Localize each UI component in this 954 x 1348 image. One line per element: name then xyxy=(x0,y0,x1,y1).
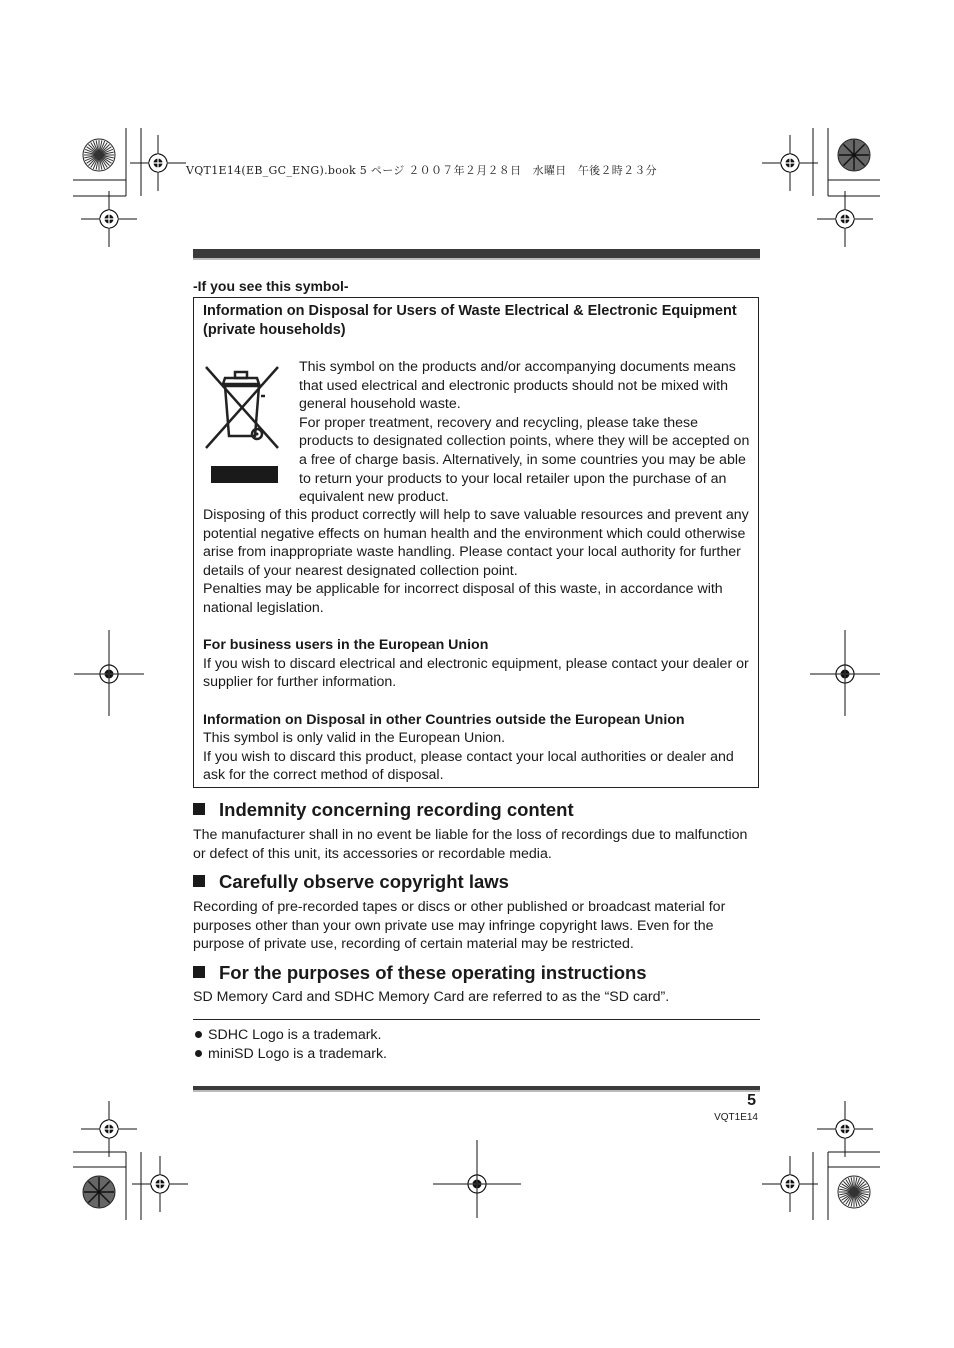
copyright-text: Recording of pre-recorded tapes or discs or other published or broadcast material for purposes other than your own private use may infringe copyright laws. Even for the purpose of private use, recording of certain material may be restricted. xyxy=(193,899,726,953)
disposal-paragraph-4: Penalties may be applicable for incorrect disposal of this waste, in accordance with national legislation. xyxy=(203,581,723,616)
document-code: VQT1E14 xyxy=(714,1112,758,1123)
square-bullet-icon xyxy=(193,875,205,887)
top-divider-bar xyxy=(193,249,760,258)
purposes-heading-text: For the purposes of these operating instructions xyxy=(219,962,647,983)
disposal-paragraph-1: This symbol on the products and/or accompanying documents means that used electrical and electronic products should not be mixed with general household waste. xyxy=(299,359,736,413)
purposes-text: SD Memory Card and SDHC Memory Card are referred to as the “SD card”. xyxy=(193,989,670,1005)
outside-eu-text-1: This symbol is only valid in the European Union. xyxy=(203,730,506,747)
top-divider-shadow xyxy=(193,258,760,260)
disposal-paragraph-2: For proper treatment, recovery and recycling, please take these products to designated collection points, where they will be accepted on a free of charge basis. Alternatively, in some countries you may be able to return your products to your local retailer upon the purchase of an equivalent new product. xyxy=(299,414,750,506)
indemnity-heading-text: Indemnity concerning recording content xyxy=(219,799,574,820)
trademark-divider xyxy=(193,1019,760,1020)
trademark-text: SDHC Logo is a trademark. xyxy=(208,1027,382,1043)
page-number: 5 xyxy=(747,1092,756,1109)
bottom-divider-shadow xyxy=(193,1090,760,1092)
disposal-body-text xyxy=(203,506,751,785)
outside-eu-text-2: If you wish to discard this product, please contact your local authorities or dealer and ask for the correct method of disposal. xyxy=(203,748,734,784)
indemnity-text: The manufacturer shall in no event be liable for the loss of recordings due to malfunction or defect of this unit, its accessories or recordable media. xyxy=(193,827,748,862)
outside-eu-heading: Information on Disposal in other Countries outside the European Union xyxy=(203,711,685,728)
bullet-icon xyxy=(195,1031,202,1038)
trademark-text: miniSD Logo is a trademark. xyxy=(208,1046,387,1062)
disposal-box-title: Information on Disposal for Users of Waste Electrical & Electronic Equipment (private households) xyxy=(203,303,737,338)
indemnity-heading xyxy=(193,799,574,821)
symbol-heading: -If you see this symbol- xyxy=(193,278,349,294)
trademark-item xyxy=(193,1045,387,1064)
copyright-heading xyxy=(193,871,509,893)
copyright-heading-text: Carefully observe copyright laws xyxy=(219,871,509,892)
bullet-icon xyxy=(195,1050,202,1057)
disposal-symbol-text xyxy=(299,358,751,507)
trademark-item xyxy=(193,1026,381,1045)
square-bullet-icon xyxy=(193,803,205,815)
disposal-paragraph-3: Disposing of this product correctly will help to save valuable resources and prevent any potential negative effects on human health and the environment which could otherwise arise from inappropriate waste handling. Please contact your local authority for further details of your nearest designated collection point. xyxy=(203,507,749,579)
print-header-line: VQT1E14(EB_GC_ENG).book 5 ページ ２００７年２月２８日 水曜日 午後２時２３分 xyxy=(186,164,657,177)
business-users-heading: For business users in the European Union xyxy=(203,637,489,654)
square-bullet-icon xyxy=(193,966,205,978)
business-users-text: If you wish to discard electrical and electronic equipment, please contact your dealer or supplier for further information. xyxy=(203,655,749,691)
purposes-heading xyxy=(193,962,647,984)
crossed-out-wheelie-bin-icon xyxy=(203,362,281,486)
